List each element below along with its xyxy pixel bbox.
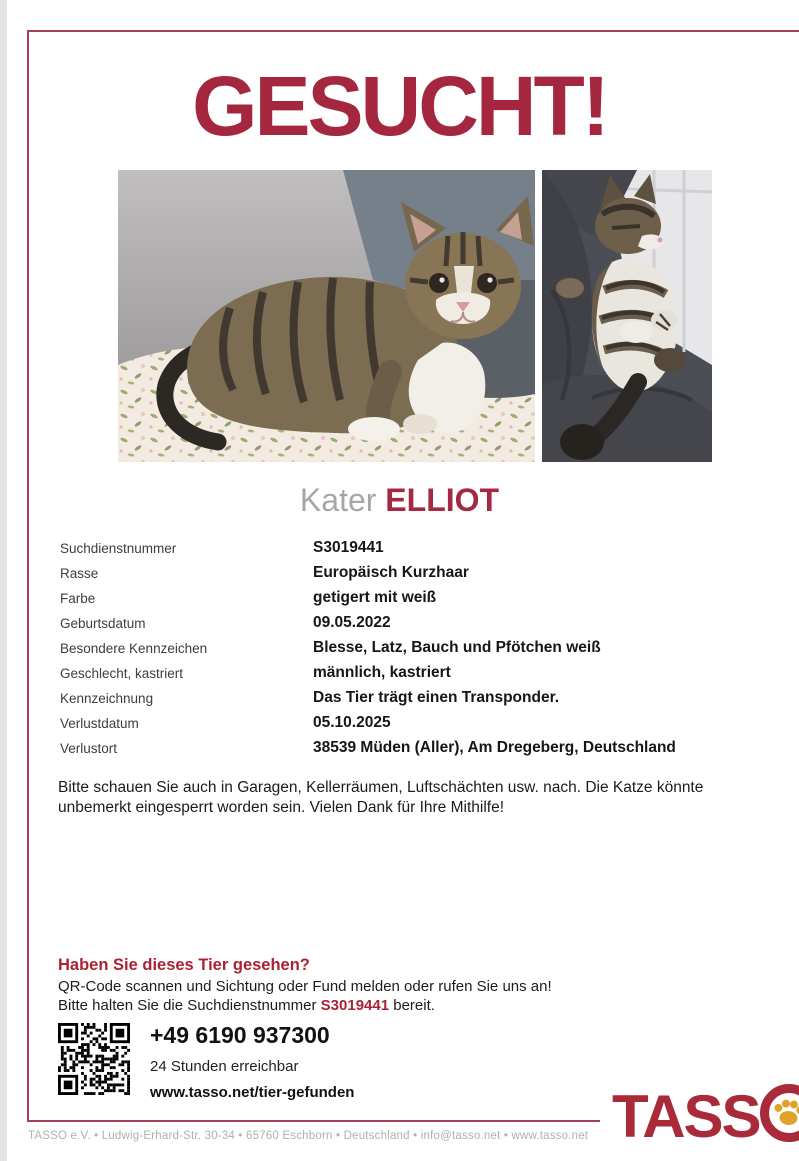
detail-value: Das Tier trägt einen Transponder. [313, 689, 560, 706]
phone-block [150, 1022, 354, 1101]
detail-label: Geschlecht, kastriert [60, 666, 184, 681]
tasso-logo-text: TASS [612, 1083, 760, 1150]
table-row [60, 538, 760, 563]
pet-photo-left [118, 170, 535, 462]
detail-value: Europäisch Kurzhaar [313, 564, 469, 581]
detail-label: Geburtsdatum [60, 616, 146, 631]
detail-label: Suchdienstnummer [60, 541, 177, 556]
contact-instruction-2 [58, 997, 750, 1016]
detail-value: S3019441 [313, 539, 384, 556]
pet-photo-right [542, 170, 712, 462]
pet-name-line [0, 482, 799, 519]
cat-photo-left-illustration [118, 170, 535, 462]
detail-label: Verlustdatum [60, 716, 139, 731]
table-row [60, 688, 760, 713]
search-hint-paragraph: Bitte schauen Sie auch in Garagen, Kellerräumen, Luftschächten usw. nach. Die Katze könnte unbemerkt eingesperrt worden sein. Vielen Dank für Ihre Mithilfe! [58, 779, 704, 816]
detail-value: 05.10.2025 [313, 714, 391, 731]
contact-instruction-1: QR-Code scannen und Sichtung oder Fund melden oder rufen Sie uns an! [58, 978, 552, 995]
table-row [60, 588, 760, 613]
search-number-highlight: S3019441 [320, 996, 390, 1014]
hotline-phone-number: +49 6190 937300 [150, 1022, 330, 1048]
cat-photo-right-illustration [542, 170, 712, 462]
table-row [60, 663, 760, 688]
detail-label: Farbe [60, 591, 96, 606]
detail-value: 38539 Müden (Aller), Am Dregeberg, Deutschland [313, 739, 676, 756]
instruction-2-suffix: bereit. [389, 996, 435, 1014]
qr-code-icon [58, 1023, 130, 1095]
report-url: www.tasso.net/tier-gefunden [150, 1084, 355, 1101]
detail-label: Rasse [60, 566, 99, 581]
detail-label: Verlustort [60, 741, 118, 756]
availability-text: 24 Stunden erreichbar [150, 1058, 299, 1075]
detail-label: Kennzeichnung [60, 691, 154, 706]
table-row [60, 638, 760, 663]
pet-name-prefix: Kater [299, 482, 386, 518]
footer-address-line: TASSO e.V. • Ludwig-Erhard-Str. 30-34 • 65760 Eschborn • Deutschland • info@tasso.net • www.tasso.net [28, 1130, 589, 1142]
poster-title: GESUCHT! [192, 59, 607, 153]
table-row [60, 613, 760, 638]
tasso-logo [600, 1080, 799, 1159]
table-row [60, 738, 760, 763]
detail-label: Besondere Kennzeichen [60, 641, 208, 656]
detail-value: männlich, kastriert [313, 664, 451, 681]
table-row [60, 563, 760, 588]
detail-value: Blesse, Latz, Bauch und Pfötchen weiß [313, 639, 601, 656]
pet-name: ELLIOT [385, 482, 500, 518]
paw-icon [772, 1097, 799, 1129]
table-row [60, 713, 760, 738]
scan-edge [0, 0, 7, 1161]
contact-section [58, 956, 750, 1015]
pet-details-table [60, 538, 760, 763]
detail-value: 09.05.2022 [313, 614, 391, 631]
instruction-2-prefix: Bitte halten Sie die Suchdienstnummer [58, 996, 321, 1014]
detail-value: getigert mit weiß [313, 589, 437, 606]
sighting-question: Haben Sie dieses Tier gesehen? [58, 956, 310, 974]
